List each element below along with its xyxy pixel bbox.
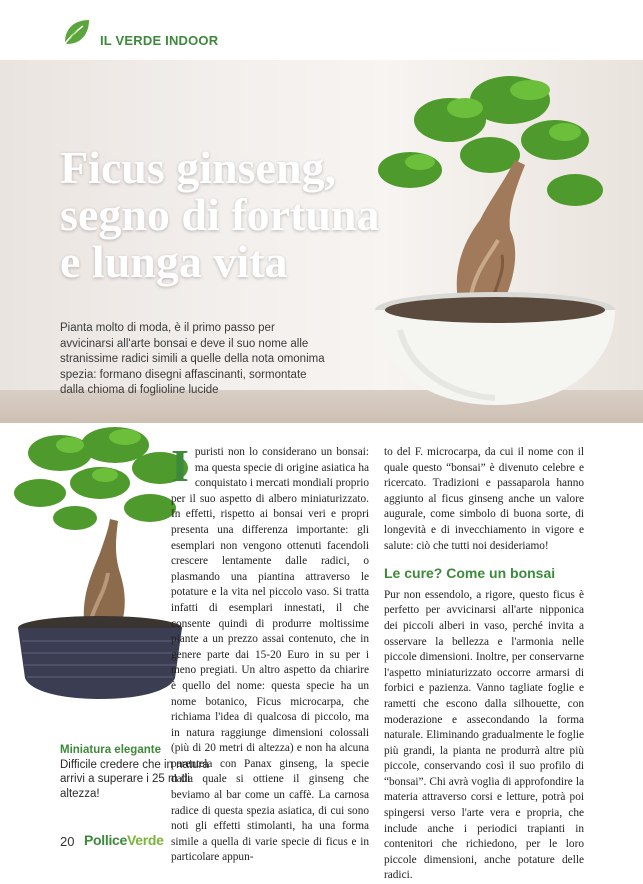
magazine-logo [84, 832, 164, 848]
leaf-icon [61, 16, 93, 48]
page-number: 20 [60, 834, 75, 849]
caption-text: Difficile credere che in natura arrivi a superare i 25 m di altezza! [60, 758, 209, 800]
article-title [60, 144, 400, 285]
article-subtitle: Pianta molto di moda, è il primo passo per avvicinarsi all'arte bonsai e deve il suo nome alle stranissime radici simili a quelle della nota omonima spezia: formano disegni affascinanti, sormontate dalla chioma di foglioline lucide [60, 322, 325, 396]
title-line-2: segno di fortuna [60, 189, 380, 240]
body-paragraph: puristi non lo considerano un bonsai: ma questa specie di origine asiatica ha conquistato i mercati mondiali proprio per il suo aspetto di albero miniaturizzato. In effetti, rispetto ai bonsai veri e propri presenta una differenza importante: gli esemplari non vengono ottenuti facendoli crescere lentamente dalle radici, o plasmando una piantina attraverso le potature e la vita nel piccolo vaso. Si tratta infatti di esemplari innestati, il che consente quindi di produrre moltissime piante a un prezzo assai contenuto, che in genere parte dai 15-20 Euro in su per i meno pregiati. Un altro aspetto da chiarire è quello del nome: questa specie ha un nome botanico, Ficus microcarpa, che richiama l'idea di qualcosa di piccolo, ma in natura raggiunge dimensioni colossali (più di 20 metri di altezza) e non ha alcuna parentela con Panax ginseng, la specie dalla quale si ottiene il ginseng che beviamo al bar come un caffè. La carnosa radice di questa spezia asiatica, di cui sono noti gli effetti stimolanti, ha una forma simile a quella di varie specie di ficus e in particolare appun- [171, 446, 369, 864]
magazine-name-part2: Verde [127, 832, 164, 848]
body-paragraph: to del F. microcarpa, da cui il nome con il quale questo “bonsai” è divenuto celebre e ricercato. Tradizioni e passaparola hanno aggiunto al ficus ginseng anche un valore augurale, come simbolo di buona sorte, di longevità e di invecchiamento in vigore e salute: ciò che tutti noi desideriamo! [384, 446, 584, 552]
section-subheading: Le cure? Come un bonsai [384, 565, 556, 582]
caption-title: Miniatura elegante [60, 744, 161, 756]
title-line-1: Ficus ginseng, [60, 142, 337, 193]
section-label: IL VERDE INDOOR [100, 33, 219, 48]
drop-cap: I [171, 440, 189, 491]
page-header [0, 0, 643, 60]
magazine-name-part1: Pollice [84, 832, 128, 848]
article-column-2 [384, 445, 584, 884]
hero-banner [0, 60, 643, 423]
title-line-3: e lunga vita [60, 236, 288, 287]
body-paragraph: Pur non essendolo, a rigore, questo ficus è perfetto per avvicinarsi all'arte nipponica dei piccoli alberi in vaso, perché invita a osservare la bellezza e l'armonia nelle piccole dimensioni. Inoltre, per conservarne l'aspetto miniaturizzato occorre armarsi di forbici e pazienza. Vanno tagliate foglie e rametti che escono dalla silhouette, con moderazione e assecondando la forma naturale. Eliminando gradualmente le foglie più grandi, la pianta ne produrrà altre più piccole, conservando così il suo profilo di “bonsai”. Chi avrà voglia di approfondire la materia attraverso corsi e letture, potrà poi spingersi verso l'arte vera e propria, che include anche i periodici trapianti in contenitori che richiedono, per le loro piccole dimensioni, anche potature delle radici. [384, 588, 584, 882]
article-column-1 [171, 440, 369, 866]
